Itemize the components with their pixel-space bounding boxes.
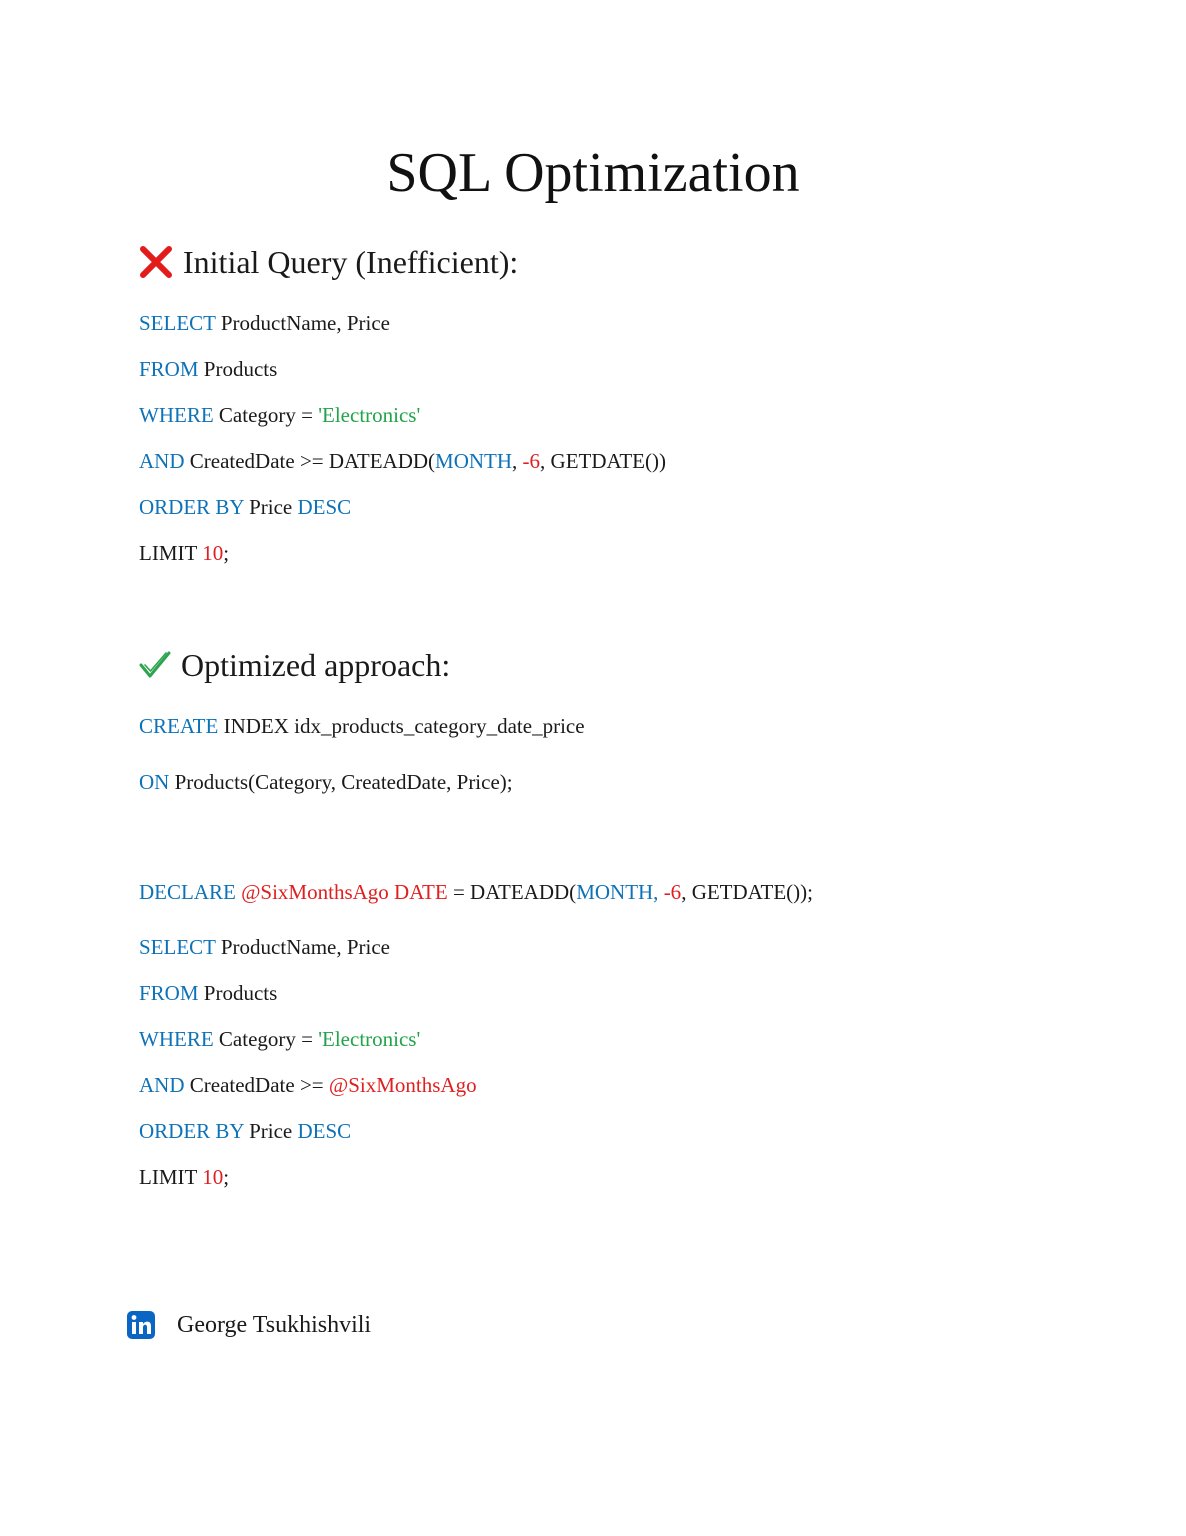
sql-text: Price — [243, 495, 298, 519]
sql-keyword: SELECT — [139, 311, 216, 335]
sql-keyword: WHERE — [139, 1027, 214, 1051]
code-line — [139, 1164, 229, 1190]
sql-text: ProductName, Price — [215, 311, 390, 335]
sql-keyword: ORDER BY — [139, 495, 244, 519]
sql-string: 'Electronics' — [318, 403, 421, 427]
code-line — [139, 934, 390, 960]
sql-keyword: MONTH, — [576, 880, 659, 904]
code-line — [139, 980, 277, 1006]
sql-keyword: CREATE — [139, 714, 219, 738]
code-line — [139, 879, 813, 905]
code-line — [139, 1072, 477, 1098]
code-line — [139, 356, 277, 382]
sql-text: INDEX idx_products_category_date_price — [218, 714, 585, 738]
section-heading-optimized — [139, 645, 450, 685]
sql-literal: 10 — [202, 541, 224, 565]
sql-keyword: ON — [139, 770, 170, 794]
sql-literal: @SixMonthsAgo — [328, 1073, 477, 1097]
sql-literal: 10 — [202, 1165, 224, 1189]
sql-text: Products(Category, CreatedDate, Price); — [169, 770, 513, 794]
sql-text: = DATEADD( — [447, 880, 577, 904]
sql-text: ProductName, Price — [215, 935, 390, 959]
code-line — [139, 769, 513, 795]
section-heading-initial — [139, 242, 518, 282]
sql-text: , GETDATE()); — [681, 880, 813, 904]
code-line — [139, 402, 420, 428]
sql-text: Category = — [213, 403, 319, 427]
sql-keyword: SELECT — [139, 935, 216, 959]
code-line — [139, 494, 351, 520]
sql-text: , — [512, 449, 523, 473]
author-name: George Tsukhishvili — [177, 1312, 372, 1338]
sql-text: Price — [243, 1119, 298, 1143]
code-line — [139, 310, 390, 336]
sql-text: ; — [223, 541, 230, 565]
sql-keyword: FROM — [139, 981, 199, 1005]
sql-literal: @SixMonthsAgo DATE — [241, 880, 448, 904]
sql-keyword: DESC — [297, 495, 352, 519]
code-line — [139, 448, 666, 474]
author-footer — [127, 1311, 371, 1339]
sql-keyword: WHERE — [139, 403, 214, 427]
check-icon — [139, 650, 171, 680]
page-title: SQL Optimization — [386, 142, 800, 204]
cross-icon — [139, 245, 173, 279]
sql-text: ; — [223, 1165, 230, 1189]
sql-text: LIMIT — [139, 541, 203, 565]
sql-keyword: ORDER BY — [139, 1119, 244, 1143]
sql-text: CreatedDate >= DATEADD( — [184, 449, 436, 473]
sql-keyword: DECLARE — [139, 880, 236, 904]
sql-text: Products — [198, 981, 278, 1005]
linkedin-icon[interactable] — [127, 1311, 155, 1339]
sql-keyword: AND — [139, 1073, 185, 1097]
sql-text: Category = — [213, 1027, 319, 1051]
section-heading-label: Optimized approach: — [181, 647, 451, 683]
code-line — [139, 540, 229, 566]
section-heading-label: Initial Query (Inefficient): — [183, 244, 519, 280]
sql-text: LIMIT — [139, 1165, 203, 1189]
sql-keyword: DESC — [297, 1119, 352, 1143]
sql-text: Products — [198, 357, 278, 381]
sql-string: 'Electronics' — [318, 1027, 421, 1051]
sql-literal: -6 — [663, 880, 682, 904]
sql-keyword: MONTH — [435, 449, 513, 473]
code-line — [139, 1026, 420, 1052]
sql-keyword: AND — [139, 449, 185, 473]
code-line — [139, 1118, 351, 1144]
sql-keyword: FROM — [139, 357, 199, 381]
code-line — [139, 713, 585, 739]
sql-literal: -6 — [522, 449, 541, 473]
sql-text: CreatedDate >= — [184, 1073, 329, 1097]
sql-text: , GETDATE()) — [540, 449, 666, 473]
